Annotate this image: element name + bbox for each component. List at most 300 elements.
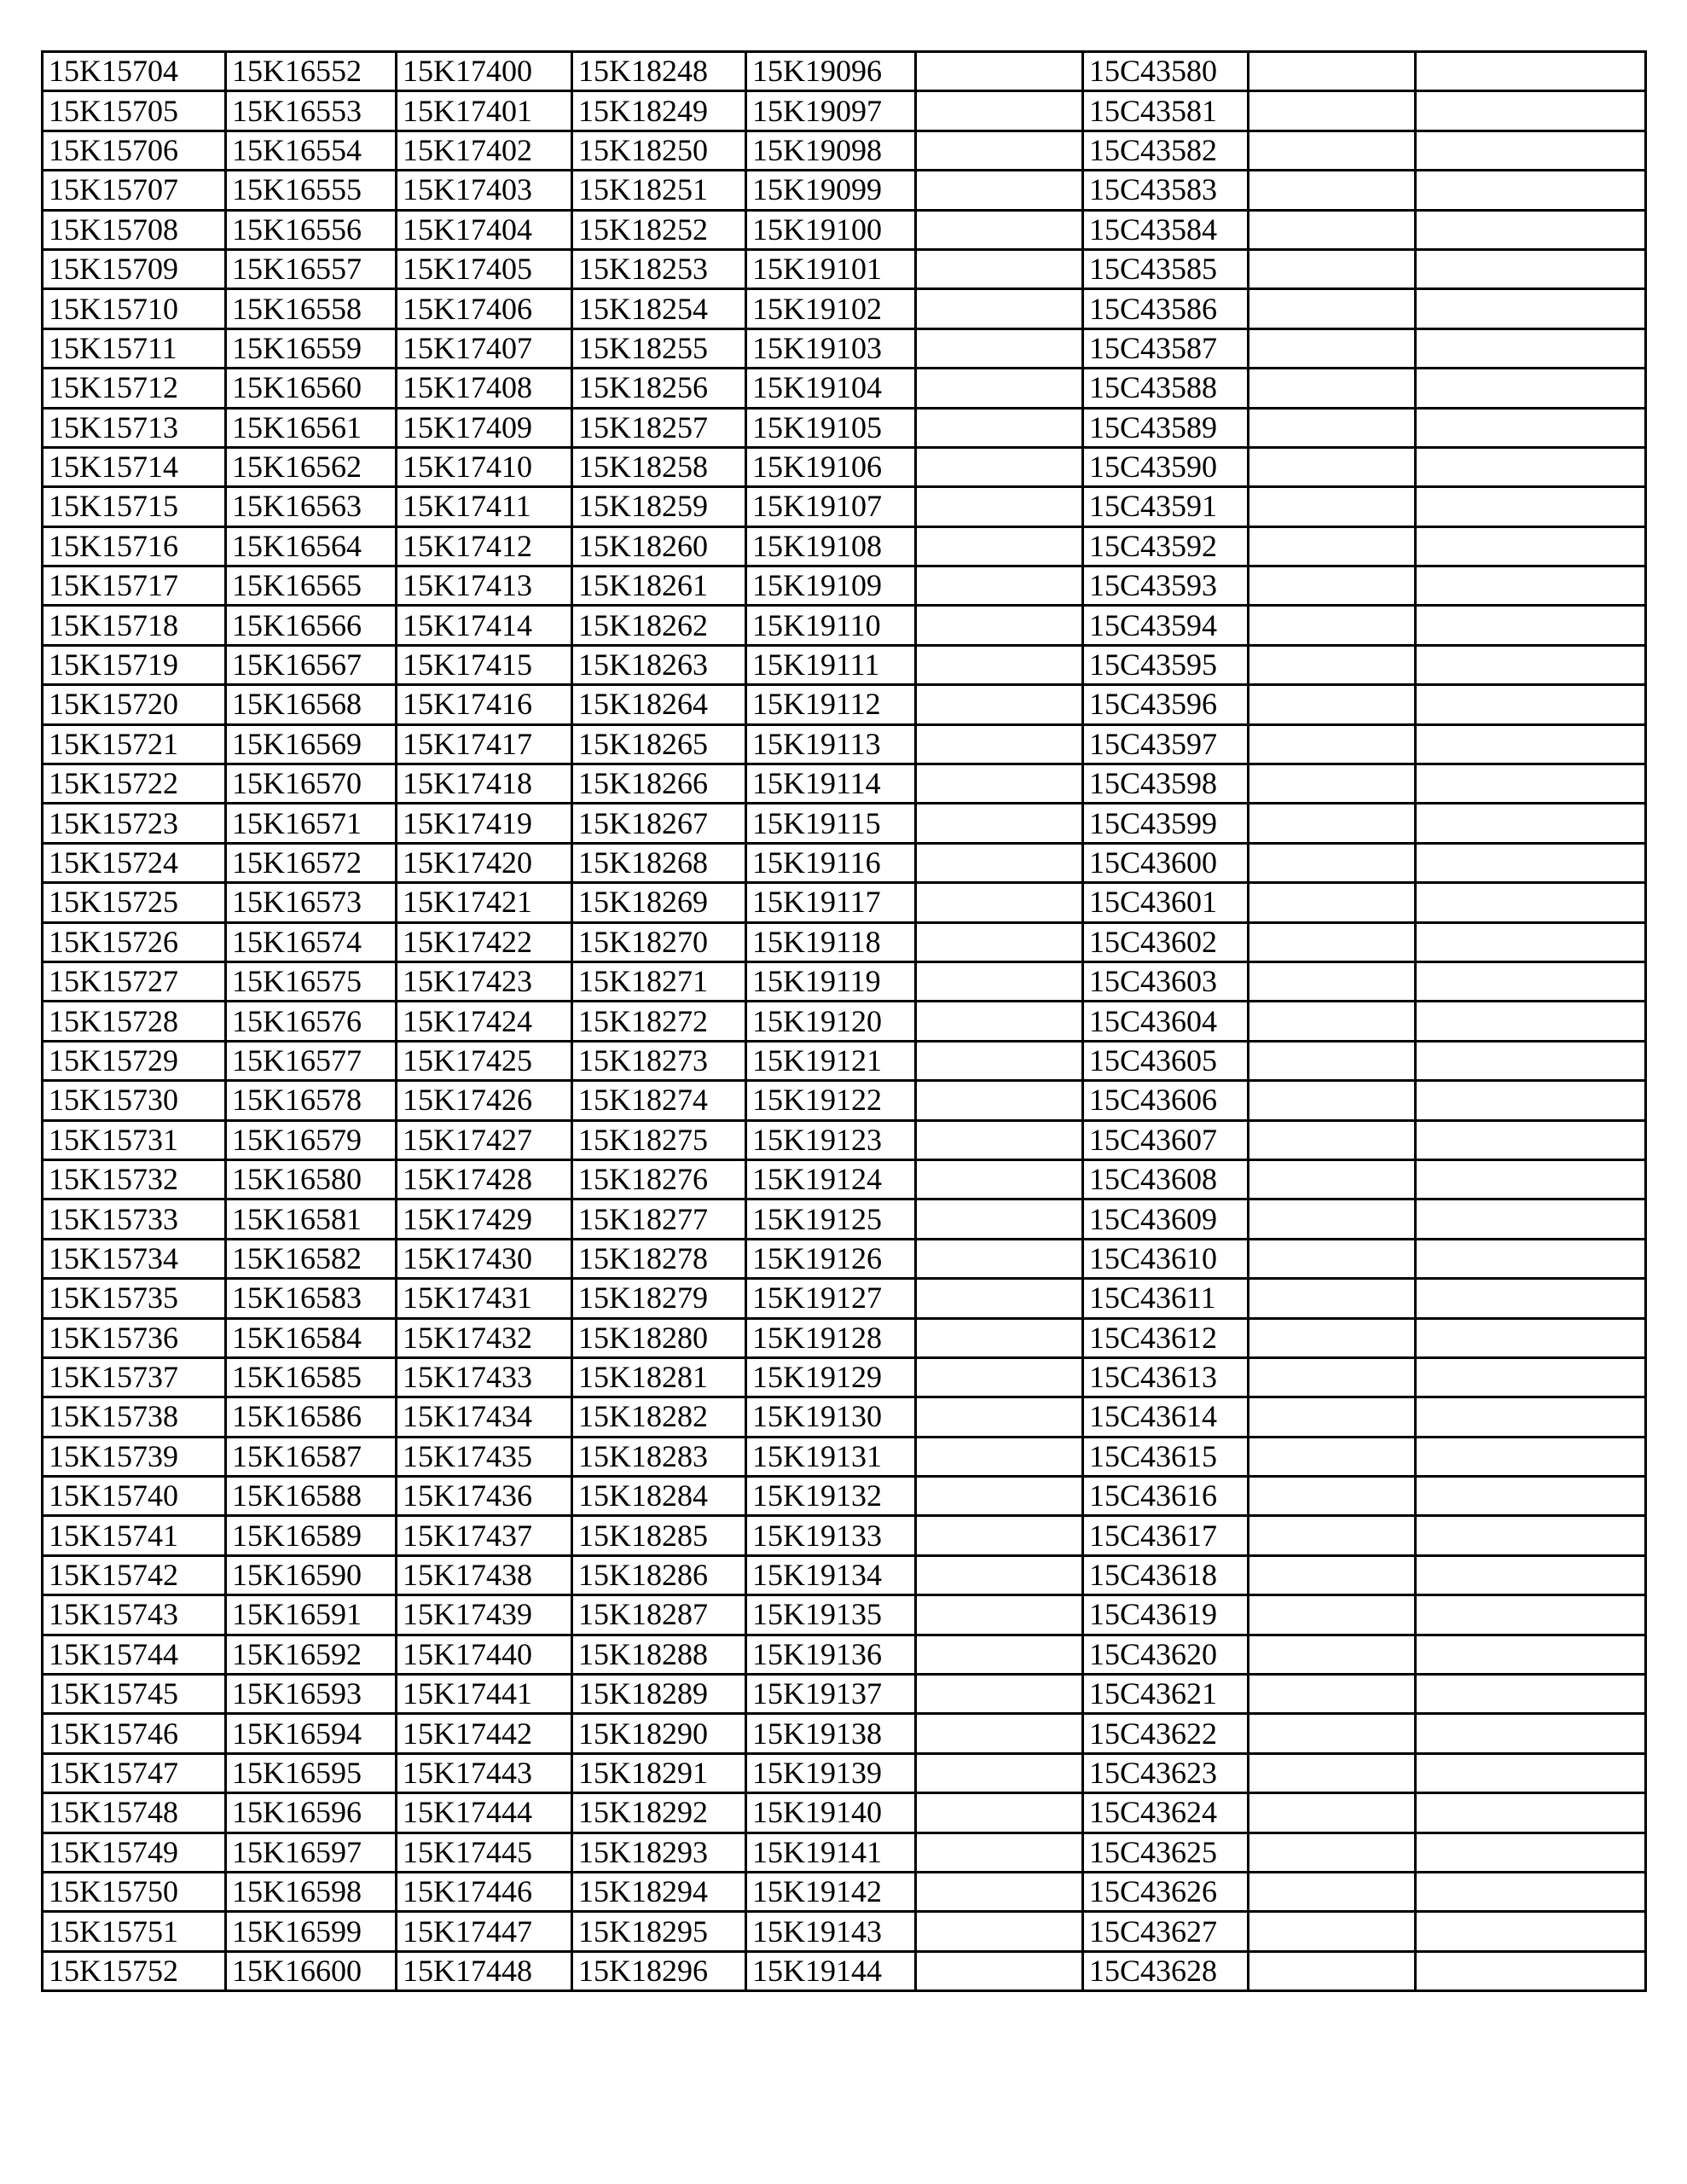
table-cell: 15K15717: [43, 566, 226, 606]
table-cell: [916, 328, 1083, 368]
table-cell: 15K19142: [746, 1872, 916, 1911]
table-cell: 15K17409: [397, 408, 572, 447]
table-cell: [1416, 1833, 1646, 1872]
table-cell: 15K15723: [43, 804, 226, 843]
table-cell: [916, 645, 1083, 684]
table-cell: [1416, 369, 1646, 408]
table-cell: [916, 1516, 1083, 1555]
table-cell: 15K18294: [572, 1872, 746, 1911]
table-cell: [1249, 804, 1416, 843]
table-cell: [1249, 171, 1416, 210]
table-cell: [916, 804, 1083, 843]
table-cell: 15C43595: [1083, 645, 1249, 684]
table-cell: 15K16599: [226, 1912, 397, 1951]
table-cell: [916, 1555, 1083, 1594]
table-cell: 15K16558: [226, 289, 397, 328]
table-row: [43, 1239, 1646, 1278]
table-cell: 15K19098: [746, 131, 916, 170]
table-cell: 15K17440: [397, 1635, 572, 1674]
table-cell: 15C43599: [1083, 804, 1249, 843]
table-cell: 15K19124: [746, 1159, 916, 1199]
table-cell: 15K17414: [397, 606, 572, 645]
table-cell: 15K19114: [746, 764, 916, 804]
table-cell: [916, 1872, 1083, 1911]
table-cell: 15K16594: [226, 1714, 397, 1753]
table-cell: 15C43619: [1083, 1595, 1249, 1635]
table-cell: 15K15725: [43, 883, 226, 922]
table-cell: 15K19110: [746, 606, 916, 645]
table-cell: [1416, 1793, 1646, 1833]
table-cell: 15K17401: [397, 91, 572, 131]
table-cell: [916, 210, 1083, 249]
table-cell: [1249, 1437, 1416, 1476]
table-cell: 15K17424: [397, 1002, 572, 1041]
table-cell: 15K15752: [43, 1951, 226, 1990]
table-cell: 15K17425: [397, 1041, 572, 1080]
table-cell: 15K15721: [43, 724, 226, 764]
table-cell: [916, 764, 1083, 804]
table-cell: 15K17434: [397, 1397, 572, 1437]
table-cell: 15K18293: [572, 1833, 746, 1872]
table-cell: 15K17404: [397, 210, 572, 249]
table-cell: 15K17438: [397, 1555, 572, 1594]
table-cell: [1249, 961, 1416, 1001]
table-cell: 15K17403: [397, 171, 572, 210]
table-cell: [1249, 1279, 1416, 1318]
table-cell: 15C43622: [1083, 1714, 1249, 1753]
table-cell: 15K16555: [226, 171, 397, 210]
table-cell: 15C43628: [1083, 1951, 1249, 1990]
table-cell: 15C43612: [1083, 1318, 1249, 1357]
table-cell: 15K15731: [43, 1120, 226, 1159]
table-row: [43, 1675, 1646, 1714]
table-cell: [1416, 52, 1646, 91]
table-cell: 15K17444: [397, 1793, 572, 1833]
table-cell: 15K18280: [572, 1318, 746, 1357]
table-cell: [916, 1793, 1083, 1833]
table-cell: 15K18276: [572, 1159, 746, 1199]
table-row: [43, 1833, 1646, 1872]
table-cell: [1416, 685, 1646, 724]
table-row: [43, 1437, 1646, 1476]
table-cell: [1249, 1199, 1416, 1239]
table-cell: 15C43606: [1083, 1081, 1249, 1120]
table-cell: 15C43623: [1083, 1753, 1249, 1792]
table-cell: 15K15733: [43, 1199, 226, 1239]
table-cell: 15K16583: [226, 1279, 397, 1318]
table-cell: 15C43603: [1083, 961, 1249, 1001]
table-cell: [1416, 1318, 1646, 1357]
table-cell: [1249, 131, 1416, 170]
table-cell: 15C43626: [1083, 1872, 1249, 1911]
table-cell: 15K16564: [226, 526, 397, 566]
table-cell: 15C43609: [1083, 1199, 1249, 1239]
table-cell: [1416, 1675, 1646, 1714]
table-cell: 15C43598: [1083, 764, 1249, 804]
table-cell: 15K19128: [746, 1318, 916, 1357]
table-row: [43, 724, 1646, 764]
table-cell: [1249, 1555, 1416, 1594]
table-cell: 15K18266: [572, 764, 746, 804]
table-cell: 15K19100: [746, 210, 916, 249]
table-row: [43, 369, 1646, 408]
table-cell: [916, 171, 1083, 210]
table-cell: 15C43605: [1083, 1041, 1249, 1080]
table-cell: 15K17417: [397, 724, 572, 764]
table-row: [43, 606, 1646, 645]
table-cell: 15K18272: [572, 1002, 746, 1041]
table-cell: [1416, 289, 1646, 328]
table-cell: 15K18257: [572, 408, 746, 447]
table-cell: 15K16552: [226, 52, 397, 91]
table-cell: 15K17436: [397, 1477, 572, 1516]
table-cell: 15K18284: [572, 1477, 746, 1516]
table-cell: 15C43594: [1083, 606, 1249, 645]
table-cell: 15K15716: [43, 526, 226, 566]
table-cell: [1249, 1951, 1416, 1990]
table-cell: 15K16553: [226, 91, 397, 131]
table-cell: 15K17400: [397, 52, 572, 91]
table-cell: 15C43625: [1083, 1833, 1249, 1872]
table-cell: [916, 91, 1083, 131]
table-cell: 15K16557: [226, 249, 397, 288]
table-cell: 15K17433: [397, 1357, 572, 1397]
table-cell: 15K16581: [226, 1199, 397, 1239]
table-cell: [1249, 487, 1416, 526]
table-cell: 15K17439: [397, 1595, 572, 1635]
table-cell: 15K17435: [397, 1437, 572, 1476]
table-cell: 15K17430: [397, 1239, 572, 1278]
table-cell: 15K15724: [43, 843, 226, 882]
table-cell: 15K16590: [226, 1555, 397, 1594]
table-cell: 15K19129: [746, 1357, 916, 1397]
table-cell: [1416, 606, 1646, 645]
table-cell: 15K17413: [397, 566, 572, 606]
table-cell: 15C43611: [1083, 1279, 1249, 1318]
table-cell: 15C43621: [1083, 1675, 1249, 1714]
table-cell: [916, 1437, 1083, 1476]
table-cell: [1416, 1437, 1646, 1476]
table-cell: [1249, 1753, 1416, 1792]
table-cell: [1416, 1516, 1646, 1555]
table-cell: [1249, 328, 1416, 368]
table-cell: 15K16588: [226, 1477, 397, 1516]
table-cell: 15K15740: [43, 1477, 226, 1516]
table-cell: 15K16592: [226, 1635, 397, 1674]
table-row: [43, 1159, 1646, 1199]
table-cell: 15K18268: [572, 843, 746, 882]
table-cell: 15C43613: [1083, 1357, 1249, 1397]
table-cell: 15K18281: [572, 1357, 746, 1397]
table-row: [43, 566, 1646, 606]
table-cell: [1249, 1912, 1416, 1951]
table-cell: 15C43607: [1083, 1120, 1249, 1159]
table-cell: [1249, 1833, 1416, 1872]
table-cell: 15K16561: [226, 408, 397, 447]
table-cell: 15K16562: [226, 447, 397, 486]
table-cell: 15C43597: [1083, 724, 1249, 764]
table-cell: [1416, 1872, 1646, 1911]
table-row: [43, 1002, 1646, 1041]
table-cell: 15K15705: [43, 91, 226, 131]
table-cell: [1249, 922, 1416, 961]
table-cell: [916, 1159, 1083, 1199]
table-cell: 15K15728: [43, 1002, 226, 1041]
table-cell: 15K17426: [397, 1081, 572, 1120]
table-cell: 15C43604: [1083, 1002, 1249, 1041]
table-cell: 15K15727: [43, 961, 226, 1001]
table-row: [43, 1872, 1646, 1911]
table-cell: 15K18288: [572, 1635, 746, 1674]
table-cell: 15K16591: [226, 1595, 397, 1635]
table-cell: [1416, 1357, 1646, 1397]
table-cell: 15K16554: [226, 131, 397, 170]
table-cell: 15K16579: [226, 1120, 397, 1159]
table-cell: [1416, 1595, 1646, 1635]
table-cell: [1416, 408, 1646, 447]
table-cell: 15K17446: [397, 1872, 572, 1911]
table-cell: 15K16585: [226, 1357, 397, 1397]
table-row: [43, 843, 1646, 882]
table-row: [43, 447, 1646, 486]
table-cell: 15K19118: [746, 922, 916, 961]
table-cell: 15C43600: [1083, 843, 1249, 882]
table-cell: 15C43614: [1083, 1397, 1249, 1437]
table-cell: 15K18282: [572, 1397, 746, 1437]
table-cell: [1416, 526, 1646, 566]
table-cell: [916, 1357, 1083, 1397]
table-cell: [1416, 328, 1646, 368]
table-cell: 15K19101: [746, 249, 916, 288]
table-row: [43, 1081, 1646, 1120]
table-cell: 15K19127: [746, 1279, 916, 1318]
table-cell: [916, 1397, 1083, 1437]
table-cell: 15K15746: [43, 1714, 226, 1753]
table-cell: [1249, 1635, 1416, 1674]
table-cell: [1416, 1397, 1646, 1437]
table-cell: [1249, 566, 1416, 606]
table-cell: 15C43588: [1083, 369, 1249, 408]
table-cell: 15K17442: [397, 1714, 572, 1753]
table-cell: [1249, 606, 1416, 645]
table-cell: 15K19108: [746, 526, 916, 566]
table-cell: 15K19140: [746, 1793, 916, 1833]
table-cell: 15K17407: [397, 328, 572, 368]
table-cell: 15K17448: [397, 1951, 572, 1990]
table-cell: [1416, 1951, 1646, 1990]
table-cell: 15K19136: [746, 1635, 916, 1674]
table-cell: 15K18279: [572, 1279, 746, 1318]
table-cell: [1249, 724, 1416, 764]
table-cell: 15K16566: [226, 606, 397, 645]
table-cell: 15K15726: [43, 922, 226, 961]
table-cell: [1416, 171, 1646, 210]
table-cell: 15K19099: [746, 171, 916, 210]
table-cell: 15K18264: [572, 685, 746, 724]
table-cell: 15C43583: [1083, 171, 1249, 210]
table-cell: 15C43620: [1083, 1635, 1249, 1674]
table-cell: 15C43584: [1083, 210, 1249, 249]
table-cell: 15K15750: [43, 1872, 226, 1911]
table-cell: 15K19122: [746, 1081, 916, 1120]
table-cell: 15K16578: [226, 1081, 397, 1120]
table-cell: 15K18296: [572, 1951, 746, 1990]
table-cell: 15K19116: [746, 843, 916, 882]
table-cell: 15K17437: [397, 1516, 572, 1555]
table-cell: [1416, 1714, 1646, 1753]
table-cell: 15C43624: [1083, 1793, 1249, 1833]
table-cell: 15K19105: [746, 408, 916, 447]
table-cell: [916, 685, 1083, 724]
table-row: [43, 408, 1646, 447]
table-cell: [1249, 369, 1416, 408]
table-cell: [1416, 922, 1646, 961]
table-cell: 15K18292: [572, 1793, 746, 1833]
table-cell: [1249, 1002, 1416, 1041]
table-cell: 15K18248: [572, 52, 746, 91]
table-cell: 15K15720: [43, 685, 226, 724]
table-cell: [916, 1041, 1083, 1080]
table-cell: 15K19119: [746, 961, 916, 1001]
table-cell: 15K17411: [397, 487, 572, 526]
table-cell: 15K16596: [226, 1793, 397, 1833]
table-cell: 15K16586: [226, 1397, 397, 1437]
table-cell: 15K15706: [43, 131, 226, 170]
table-cell: [1249, 210, 1416, 249]
table-cell: [1416, 724, 1646, 764]
table-cell: [1416, 883, 1646, 922]
table-cell: 15K15742: [43, 1555, 226, 1594]
table-cell: [916, 526, 1083, 566]
table-cell: 15C43602: [1083, 922, 1249, 961]
table-cell: 15K18259: [572, 487, 746, 526]
table-cell: [1416, 1753, 1646, 1792]
table-cell: 15C43617: [1083, 1516, 1249, 1555]
table-cell: [916, 447, 1083, 486]
table-cell: [1249, 1477, 1416, 1516]
table-cell: [1416, 1635, 1646, 1674]
table-cell: 15C43610: [1083, 1239, 1249, 1278]
table-cell: 15K18295: [572, 1912, 746, 1951]
table-cell: 15K15739: [43, 1437, 226, 1476]
table-cell: 15K19113: [746, 724, 916, 764]
table-row: [43, 1397, 1646, 1437]
table-cell: 15K17415: [397, 645, 572, 684]
table-cell: 15K15748: [43, 1793, 226, 1833]
table-cell: 15K19102: [746, 289, 916, 328]
table-row: [43, 1357, 1646, 1397]
table-cell: 15K17422: [397, 922, 572, 961]
table-cell: 15K18286: [572, 1555, 746, 1594]
table-cell: 15K16595: [226, 1753, 397, 1792]
table-cell: 15K19121: [746, 1041, 916, 1080]
table-cell: 15C43589: [1083, 408, 1249, 447]
table-cell: [1416, 961, 1646, 1001]
table-cell: [916, 922, 1083, 961]
table-cell: 15C43586: [1083, 289, 1249, 328]
table-cell: 15K18254: [572, 289, 746, 328]
table-cell: 15K17429: [397, 1199, 572, 1239]
table-cell: 15K17410: [397, 447, 572, 486]
table-cell: [916, 249, 1083, 288]
table-cell: [916, 566, 1083, 606]
table-cell: 15C43580: [1083, 52, 1249, 91]
table-row: [43, 645, 1646, 684]
table-cell: 15K15718: [43, 606, 226, 645]
table-body: [43, 52, 1646, 1991]
table-cell: [1416, 1555, 1646, 1594]
table-cell: 15K16597: [226, 1833, 397, 1872]
table-cell: [1249, 1675, 1416, 1714]
table-cell: 15K15722: [43, 764, 226, 804]
table-cell: 15C43585: [1083, 249, 1249, 288]
table-cell: 15K18258: [572, 447, 746, 486]
table-cell: 15C43618: [1083, 1555, 1249, 1594]
table-cell: [1416, 210, 1646, 249]
table-cell: [916, 52, 1083, 91]
table-cell: 15K16600: [226, 1951, 397, 1990]
table-cell: 15K19104: [746, 369, 916, 408]
table-row: [43, 91, 1646, 131]
table-cell: 15K15730: [43, 1081, 226, 1120]
table-row: [43, 883, 1646, 922]
table-cell: 15K15737: [43, 1357, 226, 1397]
table-cell: [1249, 1714, 1416, 1753]
table-cell: 15K19144: [746, 1951, 916, 1990]
table-row: [43, 171, 1646, 210]
table-row: [43, 1477, 1646, 1516]
table-cell: [916, 1081, 1083, 1120]
table-cell: 15K17432: [397, 1318, 572, 1357]
table-cell: [916, 1912, 1083, 1951]
table-cell: 15C43581: [1083, 91, 1249, 131]
table-row: [43, 1199, 1646, 1239]
table-cell: 15K19133: [746, 1516, 916, 1555]
table-cell: [916, 883, 1083, 922]
table-cell: 15K16563: [226, 487, 397, 526]
table-row: [43, 249, 1646, 288]
table-cell: 15K15744: [43, 1635, 226, 1674]
table-cell: 15K15751: [43, 1912, 226, 1951]
table-cell: 15K19130: [746, 1397, 916, 1437]
table-cell: 15K17445: [397, 1833, 572, 1872]
table-cell: [1249, 1595, 1416, 1635]
table-cell: 15K15735: [43, 1279, 226, 1318]
table-cell: [1416, 1081, 1646, 1120]
table-cell: 15K15738: [43, 1397, 226, 1437]
table-cell: 15K19120: [746, 1002, 916, 1041]
table-cell: 15K17419: [397, 804, 572, 843]
table-cell: 15C43592: [1083, 526, 1249, 566]
table-cell: [916, 1753, 1083, 1792]
table-cell: 15K18269: [572, 883, 746, 922]
table-row: [43, 804, 1646, 843]
table-cell: 15K15747: [43, 1753, 226, 1792]
table-cell: [1249, 526, 1416, 566]
table-cell: 15K17405: [397, 249, 572, 288]
table-cell: 15K15710: [43, 289, 226, 328]
table-cell: 15K18253: [572, 249, 746, 288]
table-cell: [1249, 1516, 1416, 1555]
table-cell: 15K16556: [226, 210, 397, 249]
table-cell: [1249, 1081, 1416, 1120]
table-cell: 15K18252: [572, 210, 746, 249]
table-cell: [916, 1833, 1083, 1872]
table-row: [43, 1635, 1646, 1674]
table-cell: 15C43616: [1083, 1477, 1249, 1516]
table-cell: [916, 1279, 1083, 1318]
table-cell: [916, 1318, 1083, 1357]
